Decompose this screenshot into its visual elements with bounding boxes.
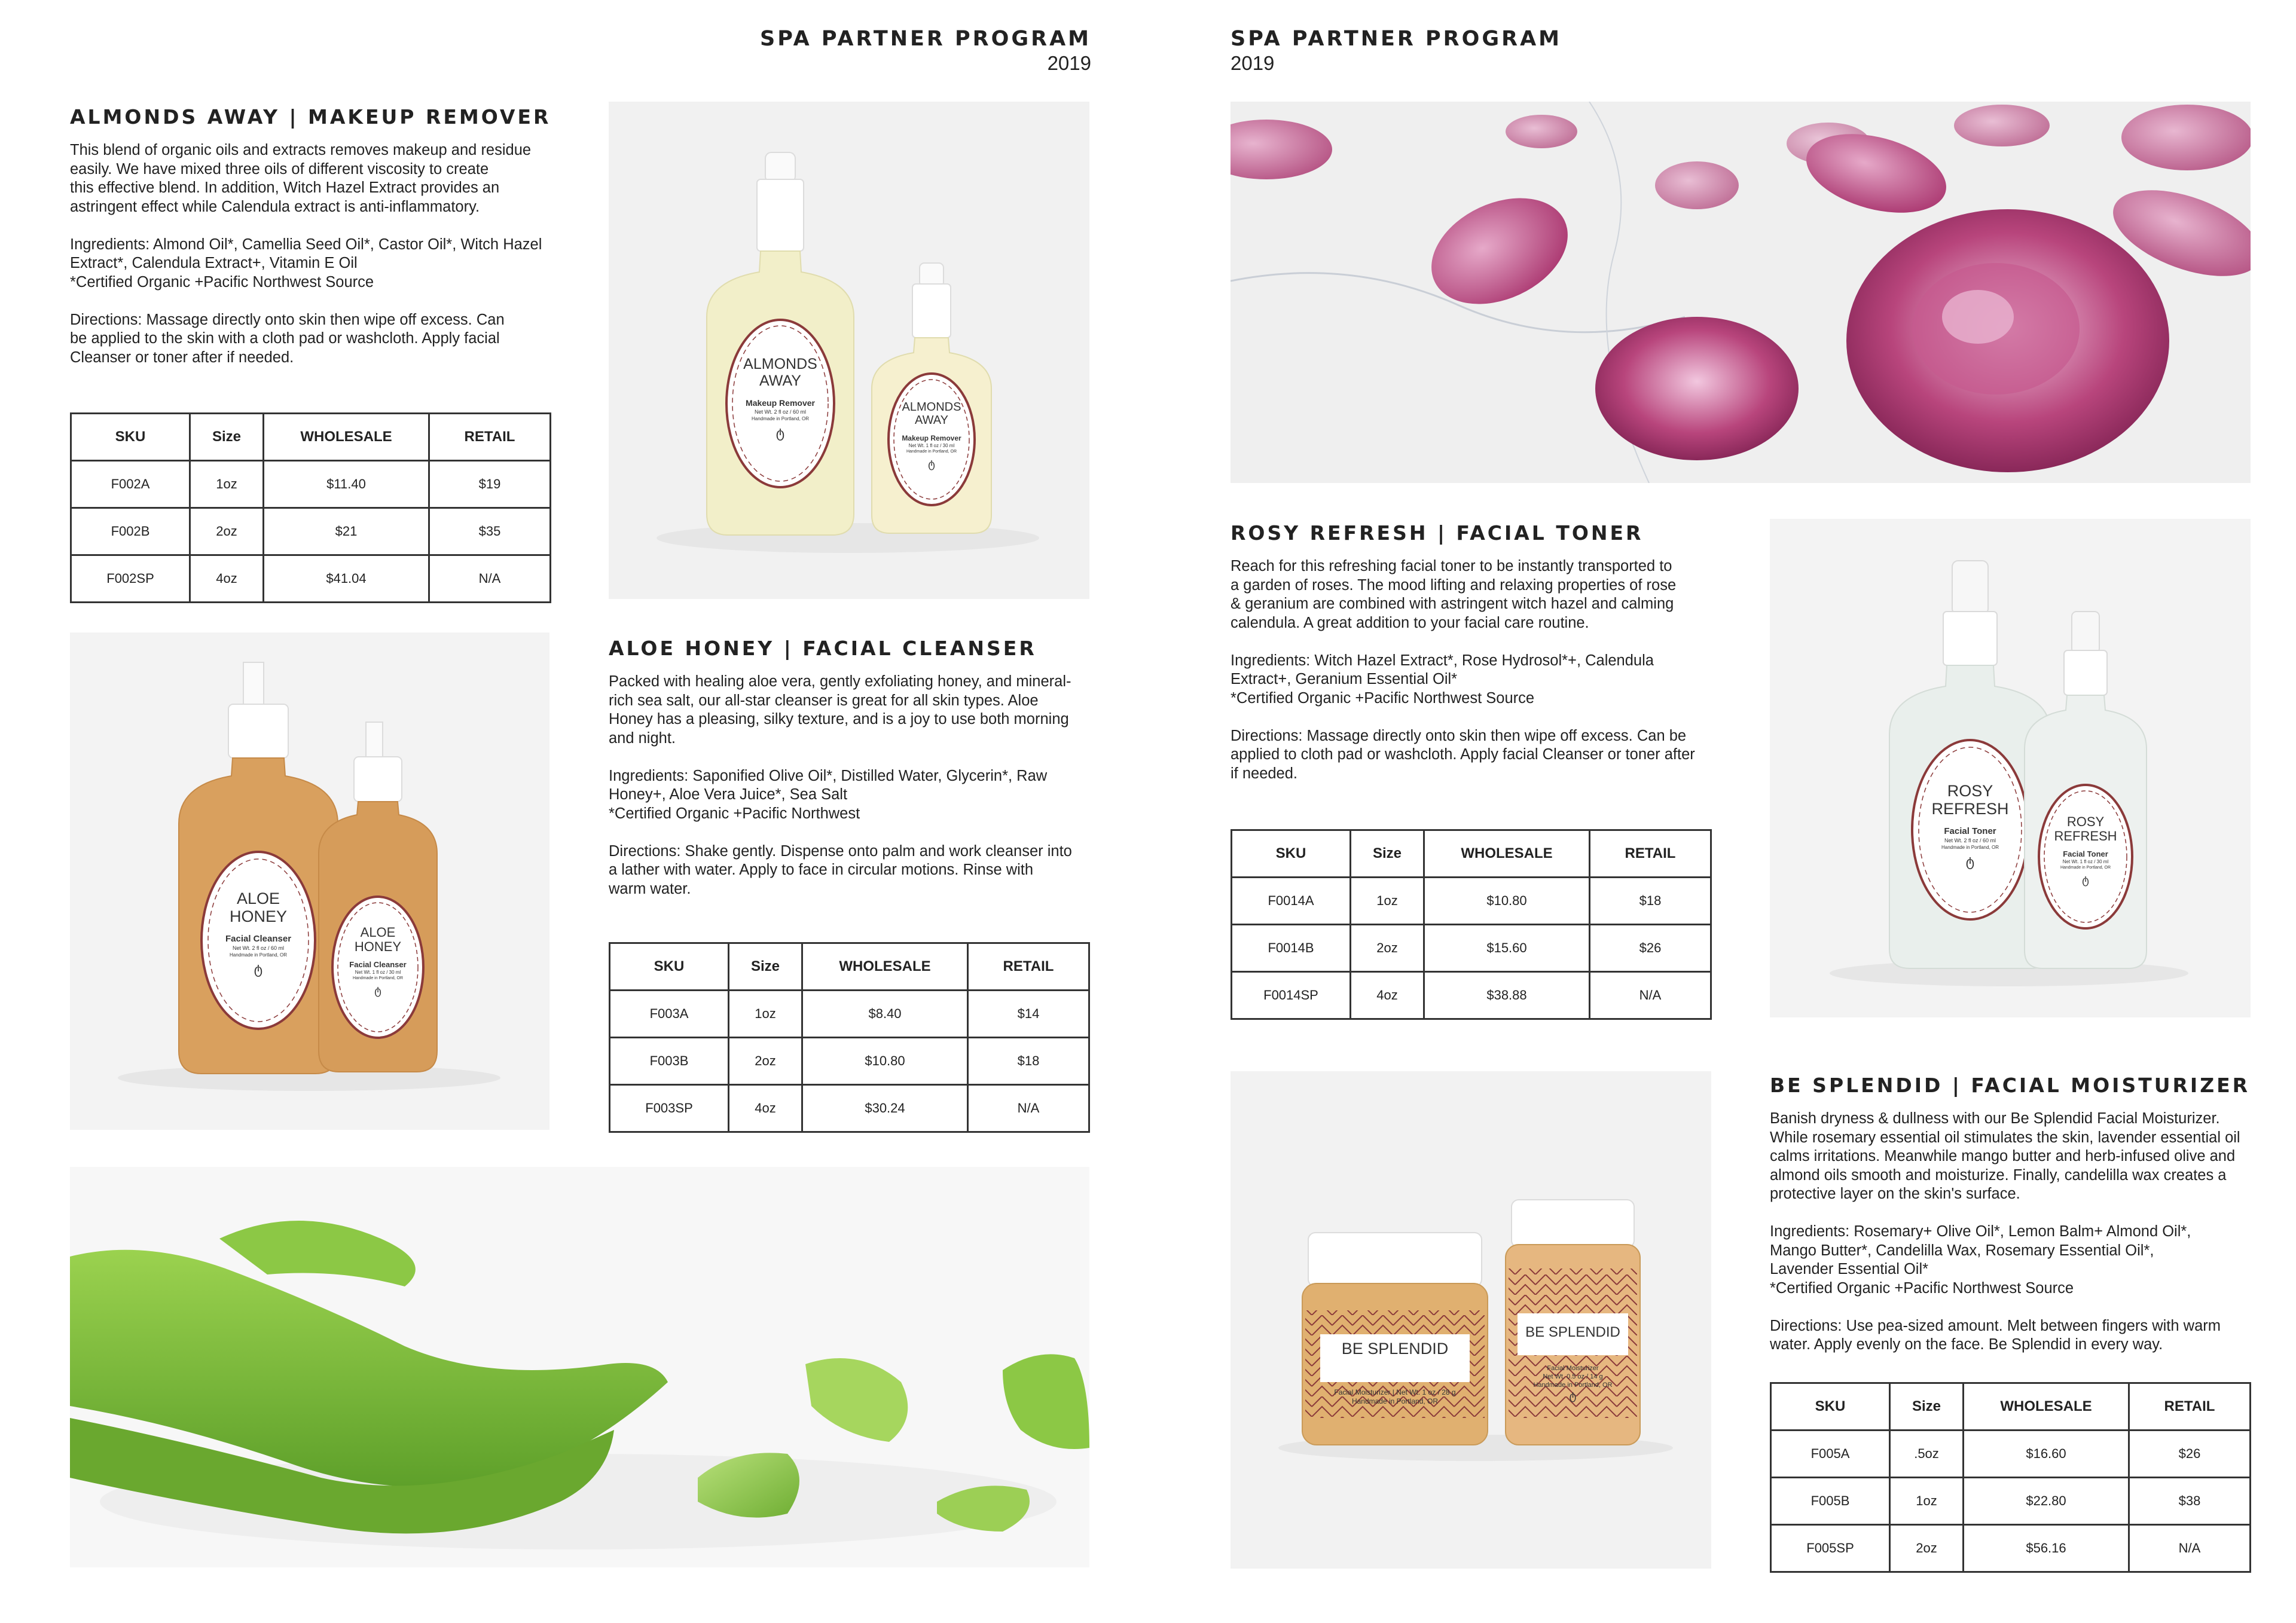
rose-petals-photo: [1231, 102, 2251, 483]
almonds-price-table: [70, 412, 551, 603]
size-cell: 2oz: [729, 1038, 802, 1085]
rosy-ingredients-line: *Certified Organic +Pacific Northwest Source: [1231, 689, 1535, 707]
splendid-small-label-info: [1515, 1364, 1631, 1402]
retail-cell: $26: [2129, 1431, 2251, 1478]
table-row: [1232, 878, 1711, 925]
retail-cell: N/A: [1590, 972, 1711, 1019]
table-header-row: [1232, 830, 1711, 878]
label-net: Net Wt. 1 fl oz / 30 ml: [908, 443, 955, 448]
brand-logo-icon: ტ: [374, 985, 381, 997]
right-header-year: 2019: [1231, 52, 1275, 74]
size-cell: 4oz: [1351, 972, 1424, 1019]
aloe-directions-line: a lather with water. Apply to face in circular motions. Rinse with: [609, 861, 1034, 878]
size-cell: 4oz: [729, 1085, 802, 1132]
wholesale-header: WHOLESALE: [1964, 1383, 2129, 1431]
sku-cell: F003SP: [610, 1085, 729, 1132]
almonds-ingredients-line: Ingredients: Almond Oil*, Camellia Seed Oil*, Castor Oil*, Witch Hazel: [70, 236, 542, 253]
label-made: Handmade in Portland, OR: [906, 450, 957, 454]
splendid-desc-line: calms irritations. Meanwhile mango butter and herb-infused olive and: [1770, 1148, 2236, 1164]
table-row: [610, 1085, 1089, 1132]
label-sub: Makeup Remover: [746, 398, 815, 408]
label-net: Net Wt. 2 fl oz / 60 ml: [232, 945, 285, 951]
size-cell: .5oz: [1890, 1431, 1964, 1478]
size-cell: 4oz: [190, 555, 264, 603]
splendid-large-label-name: BE SPLENDID: [1341, 1340, 1449, 1358]
label-name: ALMONDS: [902, 401, 961, 414]
rosy-large-label: [1916, 782, 2024, 870]
retail-cell: $26: [1590, 925, 1711, 972]
retail-header: RETAIL: [968, 943, 1089, 991]
rosy-directions-line: Directions: Massage directly onto skin then wipe off excess. Can be: [1231, 727, 1687, 744]
splendid-text-block: [1770, 1074, 2272, 1355]
size-cell: 1oz: [190, 461, 264, 508]
wholesale-cell: $56.16: [1964, 1525, 2129, 1572]
sku-cell: F0014B: [1232, 925, 1351, 972]
table-row: [1771, 1525, 2251, 1572]
almonds-desc-line: astringent effect while Calendula extract is anti-inflammatory.: [70, 198, 480, 215]
aloe-title: ALOE HONEY | FACIAL CLEANSER: [609, 637, 1037, 660]
almonds-directions-line: be applied to the skin with a cloth pad or washcloth. Apply facial: [70, 330, 500, 347]
label-net: Net Wt. 1 fl oz / 30 ml: [2062, 859, 2109, 864]
label-made: Handmade in Portland, OR: [1941, 845, 1999, 850]
table-row: [1771, 1478, 2251, 1525]
label-made: Handmade in Portland, OR: [1351, 1397, 1439, 1405]
rosy-ingredients-line: Extract+, Geranium Essential Oil*: [1231, 671, 1458, 687]
wholesale-cell: $16.60: [1964, 1431, 2129, 1478]
almonds-large-label: [726, 356, 834, 441]
table-row: [71, 555, 551, 603]
size-header: Size: [1351, 830, 1424, 878]
brand-logo-icon: ტ: [1965, 854, 1975, 869]
splendid-desc-line: While rosemary essential oil stimulates the skin, lavender essential oil: [1770, 1129, 2240, 1146]
label-name: AWAY: [915, 414, 948, 427]
aloe-directions-line: Directions: Shake gently. Dispense onto palm and work cleanser into: [609, 842, 1072, 860]
aloe-ingredients-line: *Certified Organic +Pacific Northwest: [609, 805, 860, 822]
sku-cell: F002B: [71, 508, 190, 555]
label-sub: Facial Moisturizer: [1547, 1365, 1599, 1372]
left-header-title: SPA PARTNER PROGRAM: [760, 27, 1091, 51]
almonds-ingredients-line: Extract*, Calendula Extract+, Vitamin E Oil: [70, 255, 358, 271]
almonds-desc-line: This blend of organic oils and extracts removes makeup and residue: [70, 142, 532, 158]
label-sub: Facial Toner: [1944, 826, 1996, 836]
aloe-desc-line: and night.: [609, 729, 676, 747]
aloe-ingredients-line: Honey+, Aloe Vera Juice*, Sea Salt: [609, 786, 848, 803]
almonds-small-label: [891, 401, 972, 470]
almonds-ingredients-line: *Certified Organic +Pacific Northwest Source: [70, 273, 374, 291]
splendid-small-label-name: BE SPLENDID: [1525, 1324, 1620, 1340]
sku-cell: F005B: [1771, 1478, 1890, 1525]
label-name: ROSY: [1947, 782, 1993, 800]
brand-logo-icon: ტ: [2082, 874, 2089, 886]
size-header: Size: [1890, 1383, 1964, 1431]
label-net: Net Wt. 2 fl oz / 60 ml: [1944, 838, 1996, 843]
aloe-text-block: [609, 637, 1099, 898]
aloe-desc-line: Packed with healing aloe vera, gently exfoliating honey, and mineral-: [609, 673, 1071, 690]
sku-cell: F0014A: [1232, 878, 1351, 925]
aloe-ingredients-line: Ingredients: Saponified Olive Oil*, Distilled Water, Glycerin*, Raw: [609, 767, 1048, 784]
almonds-directions-line: Cleanser or toner after if needed.: [70, 349, 294, 366]
wholesale-cell: $15.60: [1424, 925, 1590, 972]
label-made: Handmade in Portland, OR: [352, 976, 404, 980]
aloe-directions-line: warm water.: [609, 880, 691, 897]
label-name: HONEY: [354, 939, 402, 954]
wholesale-cell: $10.80: [802, 1038, 968, 1085]
table-row: [610, 1038, 1089, 1085]
label-name: REFRESH: [1931, 800, 2009, 818]
retail-cell: $14: [968, 991, 1089, 1038]
sku-cell: F002A: [71, 461, 190, 508]
rosy-product-photo: [1770, 519, 2251, 1017]
left-header-year: 2019: [1047, 52, 1091, 74]
rosy-ingredients-line: Ingredients: Witch Hazel Extract*, Rose Hydrosol*+, Calendula: [1231, 652, 1654, 669]
almonds-directions-line: Directions: Massage directly onto skin then wipe off excess. Can: [70, 311, 505, 328]
label-name: HONEY: [229, 907, 288, 925]
almonds-desc-line: easily. We have mixed three oils of different viscosity to create: [70, 160, 489, 178]
label-name: ALOE: [236, 890, 280, 907]
aloe-desc-line: rich sea salt, our all-star cleanser is great for all skin types. Aloe: [609, 692, 1039, 709]
table-header-row: [610, 943, 1089, 991]
splendid-large-label-info: [1317, 1388, 1473, 1406]
rosy-title: ROSY REFRESH | FACIAL TONER: [1231, 521, 1644, 545]
rosy-desc-line: calendula. A great addition to your facial care routine.: [1231, 614, 1589, 631]
rosy-directions-line: if needed.: [1231, 765, 1298, 782]
retail-cell: N/A: [429, 555, 551, 603]
label-net: Net Wt. 0.5 oz / 14 g: [1543, 1373, 1603, 1380]
splendid-ingredients-line: Ingredients: Rosemary+ Olive Oil*, Lemon Balm+ Almond Oil*,: [1770, 1223, 2191, 1240]
sku-header: SKU: [71, 414, 190, 461]
wholesale-cell: $10.80: [1424, 878, 1590, 925]
label-sub: Facial Moisturizer | Net Wt. 1 oz / 28 g: [1334, 1388, 1456, 1396]
almonds-desc-line: this effective blend. In addition, Witch Hazel Extract provides an: [70, 179, 500, 196]
wholesale-header: WHOLESALE: [802, 943, 968, 991]
table-header-row: [71, 414, 551, 461]
table-row: [71, 461, 551, 508]
rosy-small-label: [2044, 815, 2127, 887]
label-net: Net Wt. 2 fl oz / 60 ml: [754, 409, 807, 415]
label-name: ROSY: [2066, 814, 2105, 829]
retail-cell: $35: [429, 508, 551, 555]
aloe-leaves-photo: [70, 1167, 1089, 1567]
sku-cell: F003A: [610, 991, 729, 1038]
size-header: Size: [190, 414, 264, 461]
wholesale-cell: $38.88: [1424, 972, 1590, 1019]
label-sub: Facial Cleanser: [349, 960, 407, 969]
aloe-price-table: [609, 942, 1090, 1133]
sku-cell: F005A: [1771, 1431, 1890, 1478]
brand-logo-icon: ტ: [928, 458, 935, 470]
label-sub: Facial Cleanser: [225, 934, 292, 944]
wholesale-header: WHOLESALE: [264, 414, 429, 461]
table-row: [71, 508, 551, 555]
brand-logo-icon: ტ: [775, 426, 785, 441]
wholesale-cell: $8.40: [802, 991, 968, 1038]
wholesale-cell: $21: [264, 508, 429, 555]
aloe-small-label: [336, 925, 420, 997]
splendid-price-table: [1770, 1382, 2251, 1573]
table-header-row: [1771, 1383, 2251, 1431]
retail-cell: N/A: [968, 1085, 1089, 1132]
almonds-text-block: [70, 105, 560, 367]
label-sub: Makeup Remover: [902, 434, 961, 442]
brand-logo-icon: ტ: [1569, 1390, 1577, 1402]
retail-cell: $38: [2129, 1478, 2251, 1525]
table-row: [1771, 1431, 2251, 1478]
label-sub: Facial Toner: [2063, 849, 2108, 858]
label-net: Net Wt. 1 fl oz / 30 ml: [355, 970, 401, 975]
size-cell: 1oz: [1890, 1478, 1964, 1525]
wholesale-cell: $22.80: [1964, 1478, 2129, 1525]
splendid-directions-line: water. Apply evenly on the face. Be Splendid in every way.: [1770, 1336, 2163, 1353]
sku-cell: F003B: [610, 1038, 729, 1085]
size-cell: 2oz: [190, 508, 264, 555]
aloe-product-photo: [70, 632, 549, 1130]
splendid-ingredients-line: *Certified Organic +Pacific Northwest Source: [1770, 1279, 2074, 1297]
label-name: ALOE: [360, 925, 396, 940]
table-row: [610, 991, 1089, 1038]
brand-logo-icon: ტ: [254, 962, 263, 977]
size-cell: 1oz: [1351, 878, 1424, 925]
rosy-text-block: [1231, 521, 1733, 783]
almonds-title: ALMONDS AWAY | MAKEUP REMOVER: [70, 105, 551, 129]
table-row: [1232, 925, 1711, 972]
sku-cell: F002SP: [71, 555, 190, 603]
splendid-ingredients-line: Lavender Essential Oil*: [1770, 1261, 1929, 1277]
aloe-large-label: [204, 890, 312, 977]
retail-cell: N/A: [2129, 1525, 2251, 1572]
table-row: [1232, 972, 1711, 1019]
splendid-ingredients-line: Mango Butter*, Candelilla Wax, Rosemary Essential Oil*,: [1770, 1242, 2154, 1259]
retail-header: RETAIL: [2129, 1383, 2251, 1431]
label-name: REFRESH: [2054, 829, 2117, 843]
sku-cell: F0014SP: [1232, 972, 1351, 1019]
sku-header: SKU: [1232, 830, 1351, 878]
wholesale-cell: $30.24: [802, 1085, 968, 1132]
rosy-directions-line: applied to cloth pad or washcloth. Apply facial Cleanser or toner after: [1231, 746, 1695, 763]
retail-header: RETAIL: [429, 414, 551, 461]
label-name: ALMONDS: [743, 356, 817, 372]
rosy-desc-line: a garden of roses. The mood lifting and relaxing properties of rose: [1231, 576, 1677, 594]
almonds-product-photo: [609, 102, 1089, 599]
sku-cell: F005SP: [1771, 1525, 1890, 1572]
retail-cell: $19: [429, 461, 551, 508]
label-made: Handmade in Portland, OR: [2060, 866, 2111, 870]
aloe-desc-line: Honey has a pleasing, silky texture, and is a joy to use both morning: [609, 711, 1069, 728]
splendid-desc-line: Banish dryness & dullness with our Be Splendid Facial Moisturizer.: [1770, 1110, 2220, 1127]
label-name: AWAY: [759, 372, 801, 389]
sku-header: SKU: [610, 943, 729, 991]
splendid-directions-line: Directions: Use pea-sized amount. Melt between fingers with warm: [1770, 1317, 2221, 1334]
wholesale-cell: $11.40: [264, 461, 429, 508]
splendid-product-photo: [1231, 1071, 1711, 1569]
rosy-price-table: [1231, 829, 1712, 1020]
size-cell: 2oz: [1351, 925, 1424, 972]
splendid-title: BE SPLENDID | FACIAL MOISTURIZER: [1770, 1074, 2251, 1097]
size-cell: 2oz: [1890, 1525, 1964, 1572]
retail-header: RETAIL: [1590, 830, 1711, 878]
wholesale-cell: $41.04: [264, 555, 429, 603]
splendid-desc-line: protective layer on the skin's surface.: [1770, 1185, 2020, 1202]
label-made: Handmade in Portland, OR: [229, 952, 288, 958]
rosy-desc-line: & geranium are combined with astringent witch hazel and calming: [1231, 595, 1674, 612]
right-header-title: SPA PARTNER PROGRAM: [1231, 27, 1562, 51]
retail-cell: $18: [968, 1038, 1089, 1085]
label-made: Handmade in Portland, OR: [751, 416, 810, 421]
wholesale-header: WHOLESALE: [1424, 830, 1590, 878]
splendid-desc-line: almond oils smooth and moisturize. Finally, candelilla wax creates a: [1770, 1166, 2227, 1184]
sku-header: SKU: [1771, 1383, 1890, 1431]
retail-cell: $18: [1590, 878, 1711, 925]
rosy-desc-line: Reach for this refreshing facial toner to be instantly transported to: [1231, 558, 1672, 574]
label-made: Handmade in Portland, OR: [1533, 1381, 1613, 1389]
size-header: Size: [729, 943, 802, 991]
size-cell: 1oz: [729, 991, 802, 1038]
